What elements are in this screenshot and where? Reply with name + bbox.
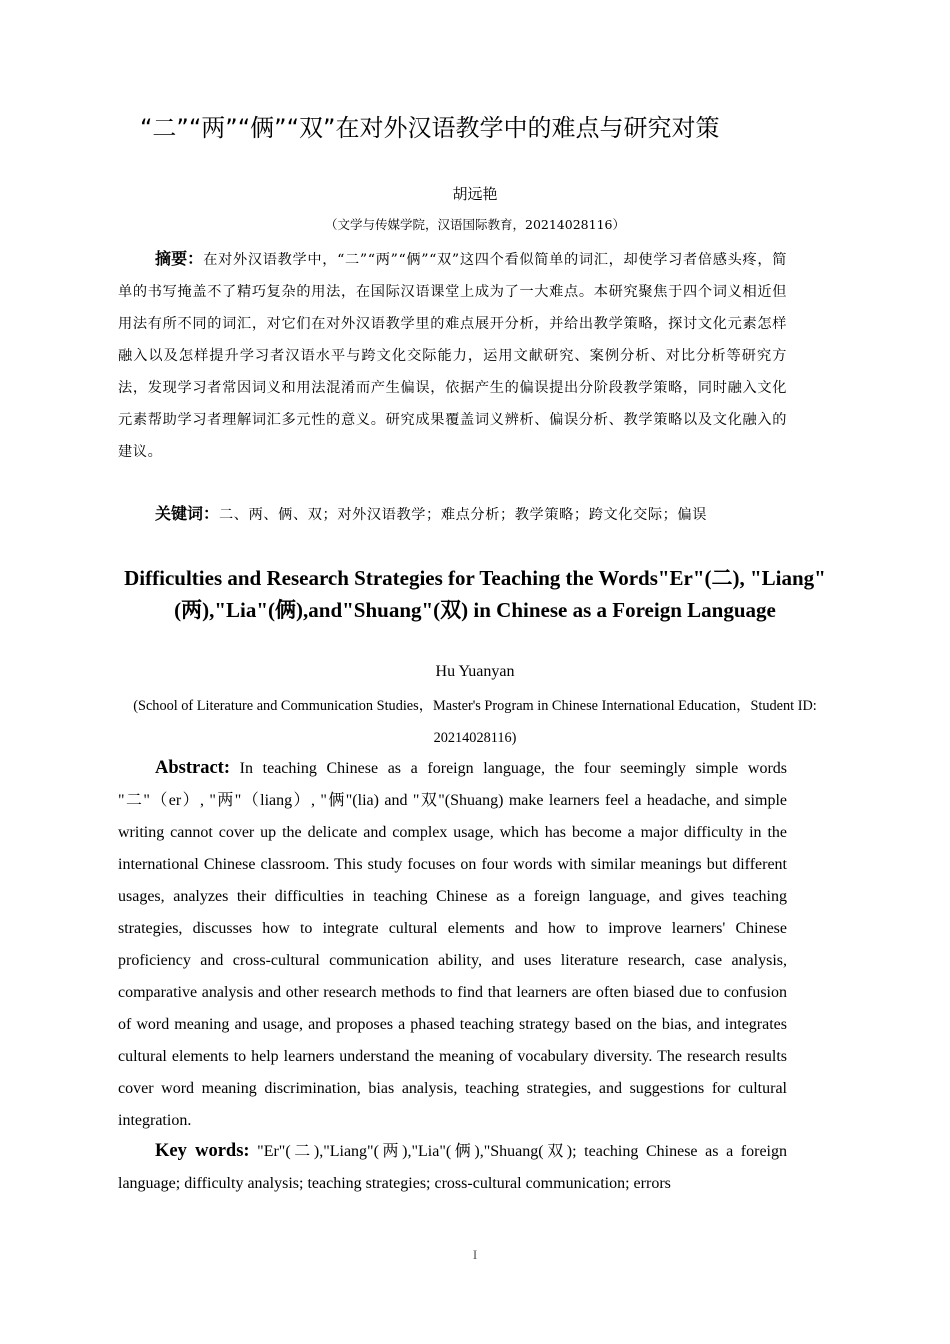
chinese-title: “二”“两”“俩”“双”在对外汉语教学中的难点与研究对策: [140, 114, 720, 142]
english-author: Hu Yuanyan: [435, 663, 515, 680]
chinese-affiliation: （文学与传媒学院，汉语国际教育，20214028116）: [325, 217, 625, 232]
english-keywords-text: "Er"(二),"Liang"(两),"Lia"(俩),"Shuang(双); teaching Chinese as a foreign language; difficulty analysis; teaching strategies; cross-cultural communication; errors: [118, 1143, 787, 1192]
english-abstract-label: Abstract:: [155, 758, 231, 778]
chinese-abstract-text: 在对外汉语教学中，“二”“两”“俩”“双”这四个看似简单的词汇，却使学习者倍感头疼，简单的书写掩盖不了精巧复杂的用法，在国际汉语课堂上成为了一大难点。本研究聚焦于四个词义相近但用法有所不同的词汇，对它们在对外汉语教学里的难点展开分析，并给出教学策略，探讨文化元素怎样融入以及怎样提升学习者汉语水平与跨文化交际能力，运用文献研究、案例分析、对比分析等研究方法，发现学习者常因词义和用法混淆而产生偏误，依据产生的偏误提出分阶段教学策略，同时融入文化元素帮助学习者理解词汇多元性的意义。研究成果覆盖词义辨析、偏误分析、教学策略以及文化融入的建议。: [118, 252, 787, 460]
chinese-author: 胡远艳: [452, 185, 498, 203]
english-abstract: [118, 752, 787, 1137]
chinese-keywords: [118, 498, 787, 531]
english-keywords-label: Key words:: [155, 1141, 250, 1161]
english-affiliation: (School of Literature and Communication Studies，Master's Program in Chinese International Education，Student ID: 20214028116): [133, 698, 817, 746]
chinese-keywords-label: 关键词：: [155, 504, 220, 523]
english-keywords: [118, 1135, 787, 1200]
page-number: I: [472, 1247, 478, 1262]
english-title: Difficulties and Research Strategies for Teaching the Words"Er"(二), "Liang"(两),"Lia"(俩),and"Shuang"(双) in Chinese as a Foreign Language: [124, 566, 826, 622]
chinese-abstract: [118, 243, 787, 468]
chinese-abstract-label: 摘要：: [155, 249, 204, 268]
chinese-keywords-text: 二、两、俩、双；对外汉语教学；难点分析；教学策略；跨文化交际；偏误: [219, 507, 708, 523]
english-abstract-text: In teaching Chinese as a foreign language, the four seemingly simple words "二"（er）, "两"（liang）, "俩"(lia) and "双"(Shuang) make learners feel a headache, and simple writing cannot cover up the delicate and complex usage, which has become a major difficulty in the international Chinese classroom. This study focuses on four words with similar meanings but different usages, analyzes their difficulties in teaching Chinese as a foreign language, and gives teaching strategies, discusses how to integrate cultural elements and how to improve learners' Chinese proficiency and cross-cultural communication ability, and uses literature research, case analysis, comparative analysis and other research methods to find that learners are often biased due to confusion of word meaning and usage, and proposes a phased teaching strategy based on the bias, and integrates cultural elements to help learners understand the meaning of vocabulary diversity. The research results cover word meaning discrimination, bias analysis, teaching strategies, and suggestions for cultural integration.: [118, 760, 787, 1129]
